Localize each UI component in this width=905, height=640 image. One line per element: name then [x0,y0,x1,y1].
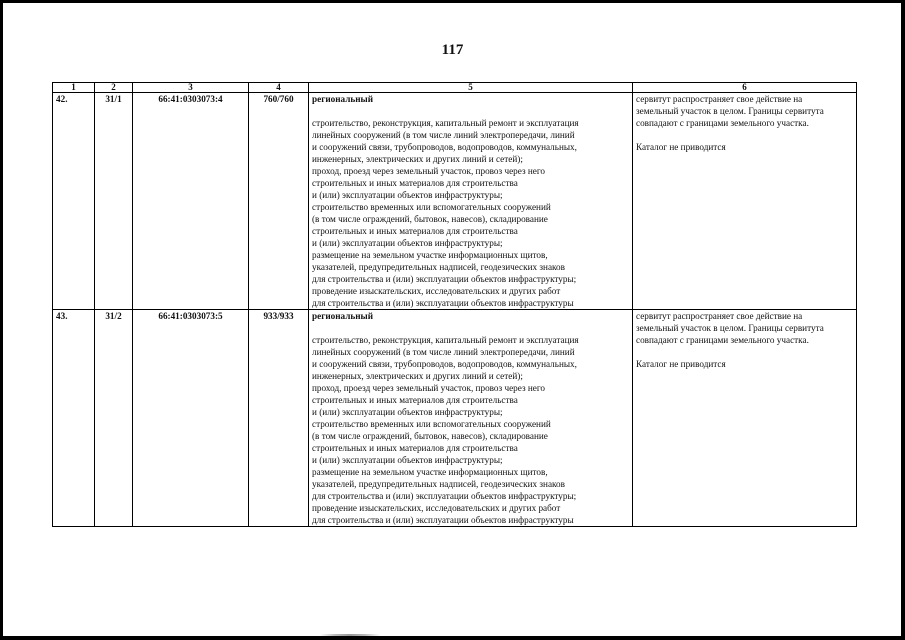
purpose-line: строительство временных или вспомогательных сооружений [312,419,551,429]
column-header: 6 [633,83,857,93]
purpose-line: строительство временных или вспомогательных сооружений [312,202,551,212]
purpose-line: строительство, реконструкция, капитальный ремонт и эксплуатация [312,118,579,128]
spacer [636,346,853,358]
purpose-line: строительных и иных материалов для строительства [312,178,518,188]
purpose-line: для строительства и (или) эксплуатации объектов инфраструктуры; [312,274,577,284]
servitude-purpose-cell [309,93,633,310]
scan-border-right [901,0,905,640]
purpose-line: строительство, реконструкция, капитальный ремонт и эксплуатация [312,335,579,345]
scan-border-bottom [0,636,905,640]
column-header: 2 [95,83,133,93]
column-header: 4 [249,83,309,93]
purpose-line: проведение изыскательских, исследовательских и других работ [312,503,561,513]
purpose-line: (в том числе ограждений, бытовок, навесов), складирование [312,431,548,441]
note-line: совпадают с границами земельного участка. [636,118,809,128]
servitude-level: региональный [312,94,373,104]
note-line: земельный участок в целом. Границы сервитута [636,323,824,333]
row-number: 42. [53,93,95,310]
area-value: 760/760 [249,93,309,310]
purpose-line: линейных сооружений (в том числе линий электропередачи, линий [312,130,575,140]
spacer [312,105,629,117]
column-header: 3 [133,83,249,93]
table-body [53,93,857,527]
column-header: 5 [309,83,633,93]
note-line: совпадают с границами земельного участка. [636,335,809,345]
purpose-line: для строительства и (или) эксплуатации объектов инфраструктуры [312,298,574,308]
note-line: сервитут распространяет свое действие на [636,94,803,104]
column-header: 1 [53,83,95,93]
note-line: земельный участок в целом. Границы сервитута [636,106,824,116]
note-line: сервитут распространяет свое действие на [636,311,803,321]
table-row [53,310,857,527]
purpose-line: и сооружений связи, трубопроводов, водопроводов, коммунальных, [312,142,577,152]
purpose-line: указателей, предупредительных надписей, геодезических знаков [312,479,565,489]
page-number: 117 [441,42,464,58]
purpose-line: линейных сооружений (в том числе линий электропередачи, линий [312,347,575,357]
purpose-line: и (или) эксплуатации объектов инфраструктуры; [312,455,503,465]
purpose-line: и (или) эксплуатации объектов инфраструктуры; [312,238,503,248]
scan-border-left [0,0,3,640]
cadastral-number: 66:41:0303073:5 [133,310,249,527]
spacer [312,322,629,334]
table-row [53,93,857,310]
purpose-line: инженерных, электрических и других линий и сетей); [312,371,523,381]
servitude-table [52,82,857,527]
scan-border-top [0,0,905,3]
purpose-line: строительных и иных материалов для строительства [312,226,518,236]
row-id: 31/2 [95,310,133,527]
servitude-purpose-cell [309,310,633,527]
purpose-line: и (или) эксплуатации объектов инфраструктуры; [312,407,503,417]
purpose-line: указателей, предупредительных надписей, геодезических знаков [312,262,565,272]
catalog-note: Каталог не приводится [636,142,726,152]
purpose-line: размещение на земельном участке информационных щитов, [312,250,548,260]
header-row [53,83,857,93]
purpose-line: и сооружений связи, трубопроводов, водопроводов, коммунальных, [312,359,577,369]
cadastral-number: 66:41:0303073:4 [133,93,249,310]
purpose-line: и (или) эксплуатации объектов инфраструктуры; [312,190,503,200]
purpose-line: проведение изыскательских, исследовательских и других работ [312,286,561,296]
spacer [636,129,853,141]
purpose-line: для строительства и (или) эксплуатации объектов инфраструктуры; [312,491,577,501]
row-number: 43. [53,310,95,527]
row-id: 31/1 [95,93,133,310]
purpose-line: проход, проезд через земельный участок, провоз через него [312,166,545,176]
purpose-line: строительных и иных материалов для строительства [312,443,518,453]
purpose-line: инженерных, электрических и других линий и сетей); [312,154,523,164]
purpose-line: строительных и иных материалов для строительства [312,395,518,405]
area-value: 933/933 [249,310,309,527]
scan-artifact [320,634,380,636]
purpose-line: для строительства и (или) эксплуатации объектов инфраструктуры [312,515,574,525]
purpose-line: проход, проезд через земельный участок, провоз через него [312,383,545,393]
servitude-note-cell [633,310,857,527]
servitude-level: региональный [312,311,373,321]
catalog-note: Каталог не приводится [636,359,726,369]
servitude-note-cell [633,93,857,310]
purpose-line: (в том числе ограждений, бытовок, навесов), складирование [312,214,548,224]
purpose-line: размещение на земельном участке информационных щитов, [312,467,548,477]
